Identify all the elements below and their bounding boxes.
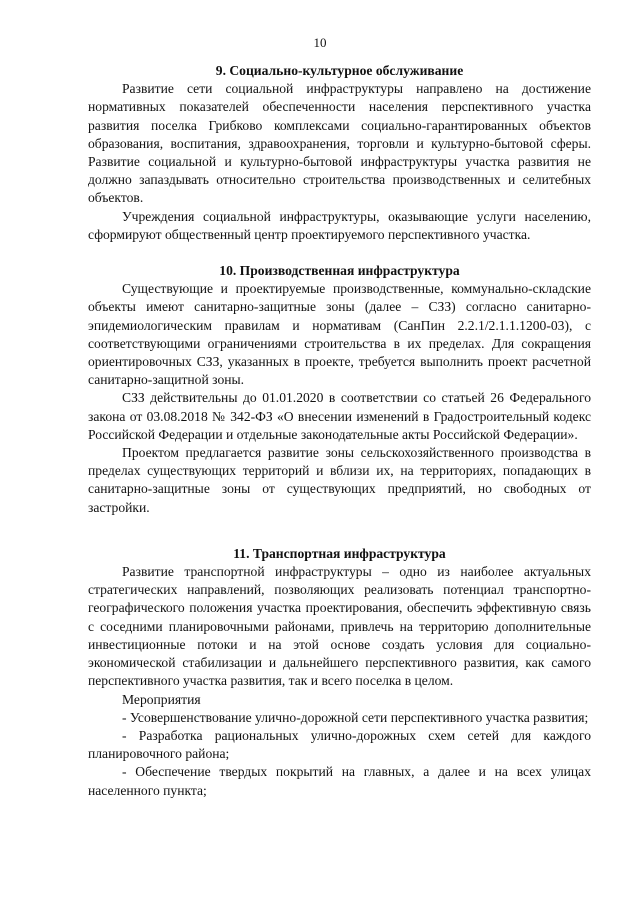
section-production-infrastructure	[88, 262, 591, 517]
section-heading-10: 10. Производственная инфраструктура	[219, 263, 460, 279]
paragraph: СЗЗ действительны до 01.01.2020 в соответствии со статьей 26 Федерального закона от 03.08.2018 № 342-ФЗ «О внесении изменений в Градостроительный кодекс Российской Федерации и отдельные законодательные акты Российской Федерации».	[88, 390, 591, 442]
paragraph: Развитие сети социальной инфраструктуры направлено на достижение нормативных показателей обеспеченности населения перспективного участка развития поселка Грибково комплексами социально-гарантированных объектов образования, воспитания, здравоохранения, торговли и культурно-бытовой сферы. Развитие социальной и культурно-бытовой инфраструктуры участка развития не должно запаздывать относительно строительства производственных и селитебных объектов.	[88, 81, 591, 206]
paragraph: Учреждения социальной инфраструктуры, оказывающие услуги населению, сформируют общественный центр проектируемого перспективного участка.	[88, 208, 591, 242]
list-item: - Усовершенствование улично-дорожной сети перспективного участка развития;	[122, 709, 589, 725]
page-content	[88, 62, 591, 800]
page-number: 10	[313, 35, 327, 50]
section-social-services	[88, 62, 591, 244]
section-transport-infrastructure	[88, 545, 591, 800]
paragraph: Развитие транспортной инфраструктуры – одно из наиболее актуальных стратегических направлений, позволяющих реализовать потенциал транспортно-географического положения участка проектирования, обеспечить эффективную связь с соседними планировочными районами, привлечь на территорию дополнительные инвестиционные потоки и на этой основе создать условия для социально-экономической стабилизации и дальнейшего перспективного развития, как самого перспективного участка развития, так и всего поселка в целом.	[88, 564, 591, 689]
list-item: - Обеспечение твердых покрытий на главных, а далее и на всех улицах населенного пункта;	[88, 764, 591, 798]
paragraph: Существующие и проектируемые производственные, коммунально-складские объекты имеют санитарно-защитные зоны (далее – СЗЗ) согласно санитарно-эпидемиологическим правилам и нормативам (СанПин 2.2.1/2.1.1.1200-03), с соответствующими ограничениями строительства в их пределах. Для сокращения ориентировочных СЗЗ, указанных в проекте, требуется выполнить проект расчетной санитарно-защитной зоны.	[88, 281, 591, 388]
section-heading-11: 11. Транспортная инфраструктура	[233, 545, 446, 561]
list-title: Мероприятия	[122, 691, 201, 707]
section-heading-9: 9. Социально-культурное обслуживание	[215, 63, 464, 78]
paragraph: Проектом предлагается развитие зоны сельскохозяйственного производства в пределах существующих территорий и вблизи их, на территориях, попадающих в санитарно-защитные зоны от существующих предприятий, но свободных от застройки.	[88, 445, 591, 515]
list-item: - Разработка рациональных улично-дорожных схем сетей для каждого планировочного района;	[88, 727, 591, 762]
